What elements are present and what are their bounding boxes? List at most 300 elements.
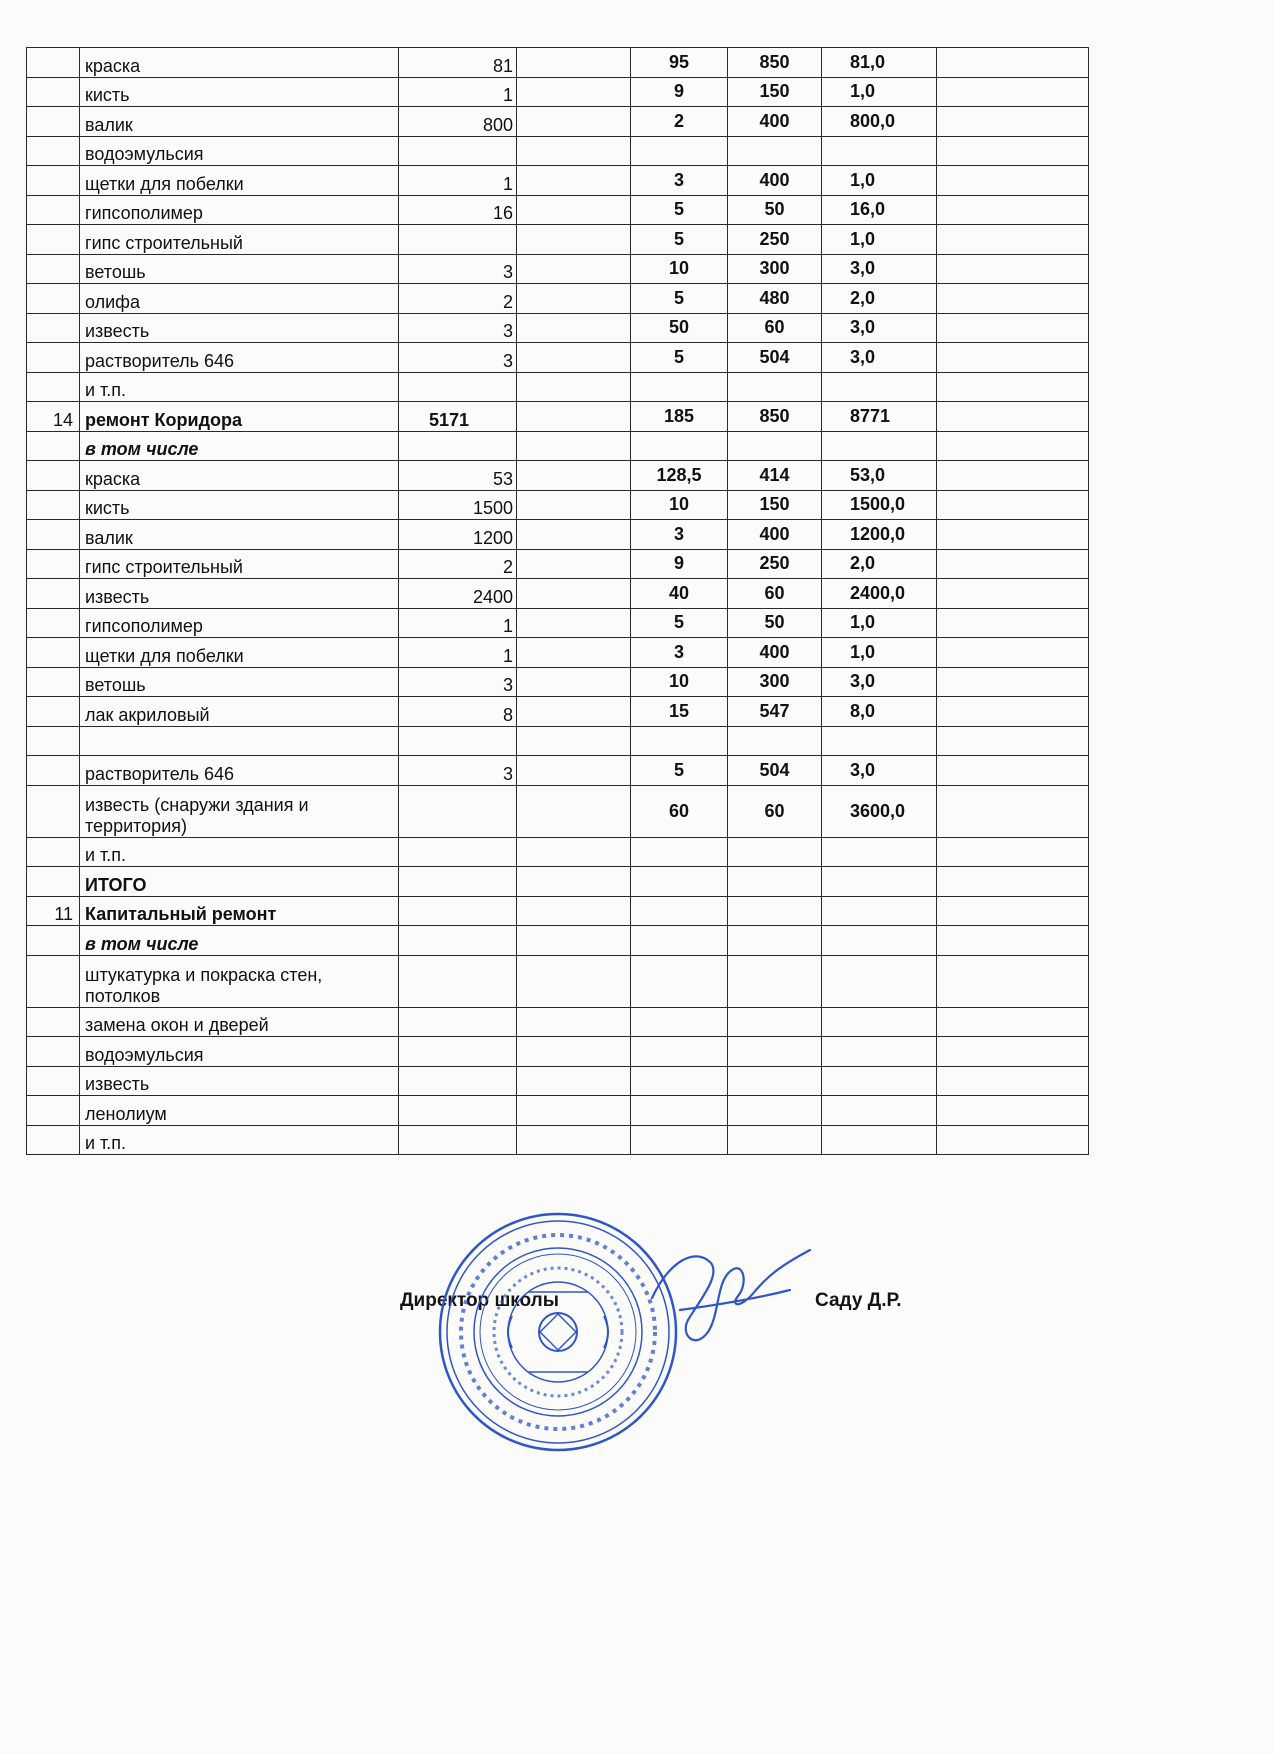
total-cell: 1,0	[822, 608, 937, 638]
quantity-cell	[399, 1096, 517, 1126]
table-row	[27, 225, 1089, 255]
note-cell	[937, 136, 1089, 166]
item-name-cell: ленолиум	[80, 1096, 399, 1126]
total-cell	[822, 372, 937, 402]
blank-cell	[517, 402, 631, 432]
total-cell	[822, 1066, 937, 1096]
quantity-cell: 1	[399, 638, 517, 668]
row-number-cell	[27, 490, 80, 520]
row-number-cell	[27, 136, 80, 166]
quantity-cell: 16	[399, 195, 517, 225]
note-cell	[937, 461, 1089, 491]
row-number-cell: 11	[27, 896, 80, 926]
row-number-cell	[27, 638, 80, 668]
note-cell	[937, 48, 1089, 78]
note-cell	[937, 520, 1089, 550]
total-cell	[822, 136, 937, 166]
blank-cell	[517, 225, 631, 255]
price-cell: 400	[728, 166, 822, 196]
note-cell	[937, 313, 1089, 343]
item-name-cell: лак акриловый	[80, 697, 399, 727]
table-row	[27, 431, 1089, 461]
blank-cell	[517, 926, 631, 956]
quantity-cell: 8	[399, 697, 517, 727]
amount-cell	[631, 136, 728, 166]
price-cell: 850	[728, 402, 822, 432]
row-number-cell	[27, 867, 80, 897]
table-row	[27, 136, 1089, 166]
total-cell: 1,0	[822, 638, 937, 668]
amount-cell: 40	[631, 579, 728, 609]
row-number-cell	[27, 520, 80, 550]
row-number-cell	[27, 785, 80, 837]
total-cell: 1,0	[822, 77, 937, 107]
note-cell	[937, 896, 1089, 926]
row-number-cell	[27, 107, 80, 137]
total-cell: 1,0	[822, 166, 937, 196]
quantity-cell	[399, 955, 517, 1007]
quantity-cell	[399, 431, 517, 461]
amount-cell: 3	[631, 520, 728, 550]
quantity-cell	[399, 926, 517, 956]
blank-cell	[517, 1066, 631, 1096]
price-cell: 60	[728, 785, 822, 837]
table-row	[27, 166, 1089, 196]
row-number-cell	[27, 926, 80, 956]
table-row	[27, 867, 1089, 897]
row-number-cell	[27, 756, 80, 786]
table-row	[27, 1037, 1089, 1067]
amount-cell: 185	[631, 402, 728, 432]
price-cell	[728, 867, 822, 897]
total-cell	[822, 955, 937, 1007]
quantity-cell: 5171	[399, 402, 517, 432]
row-number-cell	[27, 1125, 80, 1155]
quantity-cell: 3	[399, 667, 517, 697]
item-name-cell: валик	[80, 107, 399, 137]
total-cell: 800,0	[822, 107, 937, 137]
quantity-cell: 3	[399, 756, 517, 786]
blank-cell	[517, 77, 631, 107]
blank-cell	[517, 837, 631, 867]
quantity-cell	[399, 785, 517, 837]
item-name-cell: краска	[80, 461, 399, 491]
blank-cell	[517, 1096, 631, 1126]
blank-cell	[517, 697, 631, 727]
blank-cell	[517, 284, 631, 314]
item-name-cell: известь	[80, 579, 399, 609]
total-cell	[822, 1037, 937, 1067]
quantity-cell	[399, 867, 517, 897]
total-cell	[822, 1007, 937, 1037]
row-number-cell	[27, 1037, 80, 1067]
total-cell: 3,0	[822, 254, 937, 284]
quantity-cell	[399, 1125, 517, 1155]
note-cell	[937, 431, 1089, 461]
note-cell	[937, 785, 1089, 837]
price-cell: 150	[728, 490, 822, 520]
item-name-cell: растворитель 646	[80, 343, 399, 373]
note-cell	[937, 837, 1089, 867]
amount-cell	[631, 867, 728, 897]
blank-cell	[517, 195, 631, 225]
quantity-cell: 2	[399, 284, 517, 314]
price-cell: 300	[728, 254, 822, 284]
row-number-cell	[27, 461, 80, 491]
row-number-cell	[27, 837, 80, 867]
blank-cell	[517, 667, 631, 697]
blank-cell	[517, 166, 631, 196]
quantity-cell: 3	[399, 254, 517, 284]
table-row	[27, 284, 1089, 314]
blank-cell	[517, 638, 631, 668]
quantity-cell	[399, 136, 517, 166]
row-number-cell	[27, 313, 80, 343]
director-name: Саду Д.Р.	[815, 1290, 902, 1311]
row-number-cell	[27, 1096, 80, 1126]
row-number-cell	[27, 667, 80, 697]
row-number-cell	[27, 225, 80, 255]
price-cell: 504	[728, 343, 822, 373]
row-number-cell	[27, 549, 80, 579]
table-row	[27, 77, 1089, 107]
note-cell	[937, 955, 1089, 1007]
total-cell: 53,0	[822, 461, 937, 491]
row-number-cell	[27, 431, 80, 461]
total-cell: 3600,0	[822, 785, 937, 837]
total-cell: 2,0	[822, 284, 937, 314]
note-cell	[937, 490, 1089, 520]
table-row	[27, 195, 1089, 225]
amount-cell: 3	[631, 166, 728, 196]
amount-cell	[631, 372, 728, 402]
item-name-cell: кисть	[80, 490, 399, 520]
note-cell	[937, 1096, 1089, 1126]
note-cell	[937, 225, 1089, 255]
blank-cell	[517, 372, 631, 402]
row-number-cell	[27, 284, 80, 314]
total-cell: 8,0	[822, 697, 937, 727]
quantity-cell	[399, 225, 517, 255]
quantity-cell: 2	[399, 549, 517, 579]
table-row	[27, 837, 1089, 867]
table-row	[27, 520, 1089, 550]
table-row	[27, 372, 1089, 402]
note-cell	[937, 402, 1089, 432]
quantity-cell: 3	[399, 343, 517, 373]
row-number-cell	[27, 579, 80, 609]
amount-cell: 5	[631, 195, 728, 225]
price-cell	[728, 1125, 822, 1155]
row-number-cell	[27, 343, 80, 373]
amount-cell: 5	[631, 284, 728, 314]
price-cell	[728, 726, 822, 756]
item-name-cell: известь	[80, 1066, 399, 1096]
amount-cell	[631, 1066, 728, 1096]
quantity-cell: 2400	[399, 579, 517, 609]
item-name-cell	[80, 726, 399, 756]
row-number-cell	[27, 48, 80, 78]
item-name-cell: ИТОГО	[80, 867, 399, 897]
price-cell	[728, 1096, 822, 1126]
total-cell: 3,0	[822, 756, 937, 786]
amount-cell	[631, 1125, 728, 1155]
item-name-cell: известь	[80, 313, 399, 343]
row-number-cell: 14	[27, 402, 80, 432]
total-cell: 3,0	[822, 343, 937, 373]
amount-cell	[631, 1007, 728, 1037]
price-cell	[728, 372, 822, 402]
table-row	[27, 549, 1089, 579]
total-cell: 81,0	[822, 48, 937, 78]
quantity-cell: 800	[399, 107, 517, 137]
total-cell	[822, 726, 937, 756]
row-number-cell	[27, 195, 80, 225]
table-row	[27, 579, 1089, 609]
note-cell	[937, 195, 1089, 225]
table-row	[27, 490, 1089, 520]
price-cell: 150	[728, 77, 822, 107]
note-cell	[937, 1066, 1089, 1096]
price-cell: 50	[728, 195, 822, 225]
total-cell: 3,0	[822, 667, 937, 697]
materials-table	[26, 47, 1089, 1155]
item-name-cell: краска	[80, 48, 399, 78]
blank-cell	[517, 254, 631, 284]
amount-cell	[631, 896, 728, 926]
blank-cell	[517, 955, 631, 1007]
table-row	[27, 638, 1089, 668]
price-cell: 300	[728, 667, 822, 697]
amount-cell	[631, 926, 728, 956]
total-cell: 1200,0	[822, 520, 937, 550]
table-row	[27, 667, 1089, 697]
note-cell	[937, 107, 1089, 137]
item-name-cell: и т.п.	[80, 1125, 399, 1155]
amount-cell	[631, 431, 728, 461]
quantity-cell: 81	[399, 48, 517, 78]
price-cell: 250	[728, 225, 822, 255]
table-row	[27, 254, 1089, 284]
price-cell: 547	[728, 697, 822, 727]
item-name-cell: гипс строительный	[80, 549, 399, 579]
table-row	[27, 402, 1089, 432]
blank-cell	[517, 136, 631, 166]
quantity-cell: 1	[399, 608, 517, 638]
item-name-cell: гипсополимер	[80, 608, 399, 638]
amount-cell: 10	[631, 254, 728, 284]
amount-cell: 10	[631, 667, 728, 697]
blank-cell	[517, 461, 631, 491]
note-cell	[937, 343, 1089, 373]
total-cell: 2400,0	[822, 579, 937, 609]
item-name-cell: и т.п.	[80, 372, 399, 402]
note-cell	[937, 867, 1089, 897]
item-name-cell: ремонт Коридора	[80, 402, 399, 432]
amount-cell: 5	[631, 608, 728, 638]
amount-cell	[631, 726, 728, 756]
total-cell: 8771	[822, 402, 937, 432]
amount-cell: 95	[631, 48, 728, 78]
blank-cell	[517, 1125, 631, 1155]
amount-cell: 15	[631, 697, 728, 727]
blank-cell	[517, 726, 631, 756]
item-name-cell: ветошь	[80, 667, 399, 697]
row-number-cell	[27, 77, 80, 107]
table-row	[27, 926, 1089, 956]
amount-cell: 60	[631, 785, 728, 837]
price-cell: 480	[728, 284, 822, 314]
note-cell	[937, 549, 1089, 579]
row-number-cell	[27, 697, 80, 727]
row-number-cell	[27, 1066, 80, 1096]
table-row	[27, 461, 1089, 491]
blank-cell	[517, 343, 631, 373]
row-number-cell	[27, 1007, 80, 1037]
blank-cell	[517, 520, 631, 550]
amount-cell: 50	[631, 313, 728, 343]
item-name-cell: и т.п.	[80, 837, 399, 867]
price-cell	[728, 431, 822, 461]
note-cell	[937, 1125, 1089, 1155]
table-row	[27, 697, 1089, 727]
row-number-cell	[27, 726, 80, 756]
quantity-cell	[399, 1066, 517, 1096]
price-cell	[728, 1007, 822, 1037]
note-cell	[937, 726, 1089, 756]
quantity-cell: 1200	[399, 520, 517, 550]
item-name-cell: щетки для побелки	[80, 638, 399, 668]
blank-cell	[517, 313, 631, 343]
item-name-cell: известь (снаружи здания и территория)	[80, 785, 399, 837]
item-name-cell: растворитель 646	[80, 756, 399, 786]
quantity-cell: 1	[399, 166, 517, 196]
item-name-cell: кисть	[80, 77, 399, 107]
amount-cell	[631, 1037, 728, 1067]
blank-cell	[517, 867, 631, 897]
table-row	[27, 107, 1089, 137]
total-cell	[822, 926, 937, 956]
quantity-cell	[399, 1007, 517, 1037]
item-name-cell: ветошь	[80, 254, 399, 284]
price-cell	[728, 1037, 822, 1067]
row-number-cell	[27, 166, 80, 196]
amount-cell: 9	[631, 549, 728, 579]
table-row	[27, 726, 1089, 756]
price-cell	[728, 955, 822, 1007]
note-cell	[937, 254, 1089, 284]
quantity-cell	[399, 896, 517, 926]
item-name-cell: валик	[80, 520, 399, 550]
price-cell: 400	[728, 638, 822, 668]
item-name-cell: водоэмульсия	[80, 136, 399, 166]
blank-cell	[517, 756, 631, 786]
director-signature-image	[640, 1240, 820, 1370]
price-cell	[728, 1066, 822, 1096]
total-cell	[822, 867, 937, 897]
blank-cell	[517, 1037, 631, 1067]
amount-cell: 9	[631, 77, 728, 107]
price-cell: 504	[728, 756, 822, 786]
table-row	[27, 608, 1089, 638]
quantity-cell: 3	[399, 313, 517, 343]
note-cell	[937, 926, 1089, 956]
item-name-cell: штукатурка и покраска стен, потолков	[80, 955, 399, 1007]
quantity-cell	[399, 372, 517, 402]
quantity-cell	[399, 1037, 517, 1067]
total-cell: 2,0	[822, 549, 937, 579]
amount-cell	[631, 1096, 728, 1126]
quantity-cell	[399, 837, 517, 867]
note-cell	[937, 756, 1089, 786]
table-row	[27, 1096, 1089, 1126]
blank-cell	[517, 490, 631, 520]
table-row	[27, 785, 1089, 837]
item-name-cell: замена окон и дверей	[80, 1007, 399, 1037]
note-cell	[937, 697, 1089, 727]
price-cell: 414	[728, 461, 822, 491]
amount-cell: 128,5	[631, 461, 728, 491]
price-cell	[728, 837, 822, 867]
item-name-cell: щетки для побелки	[80, 166, 399, 196]
table-row	[27, 896, 1089, 926]
total-cell	[822, 896, 937, 926]
total-cell	[822, 431, 937, 461]
note-cell	[937, 1037, 1089, 1067]
table-body	[27, 48, 1089, 1155]
item-name-cell: олифа	[80, 284, 399, 314]
blank-cell	[517, 1007, 631, 1037]
note-cell	[937, 667, 1089, 697]
total-cell	[822, 1125, 937, 1155]
item-name-cell: в том числе	[80, 926, 399, 956]
total-cell	[822, 837, 937, 867]
amount-cell: 3	[631, 638, 728, 668]
item-name-cell: гипс строительный	[80, 225, 399, 255]
note-cell	[937, 284, 1089, 314]
amount-cell: 2	[631, 107, 728, 137]
total-cell: 16,0	[822, 195, 937, 225]
price-cell: 400	[728, 107, 822, 137]
table-row	[27, 1007, 1089, 1037]
blank-cell	[517, 549, 631, 579]
amount-cell: 5	[631, 343, 728, 373]
row-number-cell	[27, 254, 80, 284]
note-cell	[937, 166, 1089, 196]
price-cell	[728, 926, 822, 956]
blank-cell	[517, 785, 631, 837]
item-name-cell: водоэмульсия	[80, 1037, 399, 1067]
amount-cell: 5	[631, 225, 728, 255]
note-cell	[937, 608, 1089, 638]
amount-cell: 10	[631, 490, 728, 520]
total-cell: 1,0	[822, 225, 937, 255]
total-cell	[822, 1096, 937, 1126]
price-cell: 60	[728, 313, 822, 343]
blank-cell	[517, 431, 631, 461]
quantity-cell: 53	[399, 461, 517, 491]
blank-cell	[517, 579, 631, 609]
table-row	[27, 1125, 1089, 1155]
row-number-cell	[27, 955, 80, 1007]
blank-cell	[517, 48, 631, 78]
amount-cell	[631, 955, 728, 1007]
price-cell: 850	[728, 48, 822, 78]
item-name-cell: гипсополимер	[80, 195, 399, 225]
table-row	[27, 756, 1089, 786]
table-row	[27, 48, 1089, 78]
quantity-cell	[399, 726, 517, 756]
